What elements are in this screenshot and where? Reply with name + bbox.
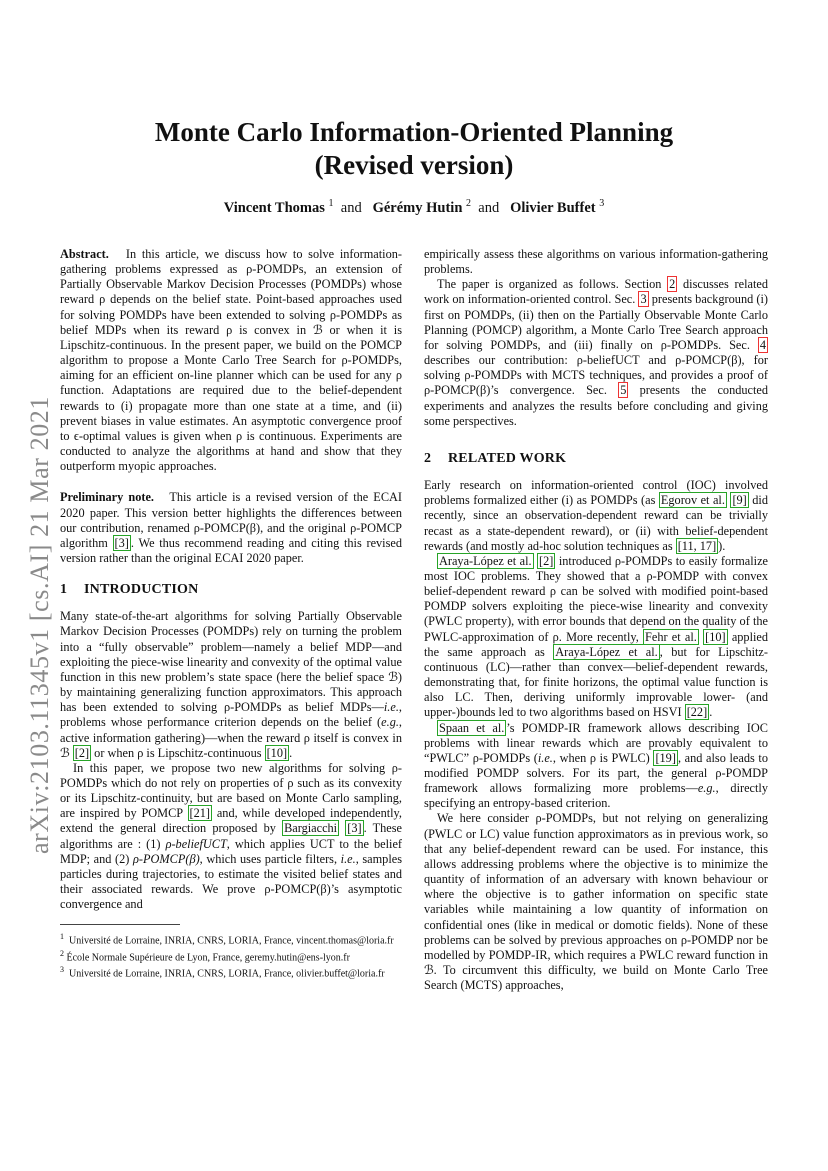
section-heading-related-work — [424, 451, 768, 466]
footnote-text: Université de Lorraine, INRIA, CNRS, LORIA, France, olivier.buffet@loria.fr — [69, 968, 385, 980]
author-link[interactable]: Fehr et al. — [645, 629, 697, 644]
section-link[interactable]: 2 — [669, 277, 676, 292]
footnote — [60, 948, 402, 965]
left-column — [60, 247, 402, 981]
citation-link[interactable]: [2] — [74, 745, 90, 760]
body-text: presents background (i) first on POMDPs, (ii) then on the Partially Observable Monte Carlo Planning (POMCP) algorithm, a Monte Carlo Tree Search approach for solving POMDPs, and (iii) finally on ρ-POMDPs. Sec. — [424, 292, 768, 352]
abstract — [60, 247, 402, 474]
body-text: or when ρ is Lipschitz-continuous — [91, 745, 265, 760]
footnote-mark: 1 — [60, 932, 64, 942]
abstract-text: In this article, we discuss how to solve information-gathering problems expressed as ρ-POMDPs, an extension of Partially Observable Markov Decision Processes (POMDPs) whose reward ρ depends on the belief state. Point-based approaches used for solving POMDPs have been extended to solving ρ-POMDPs as belief MDPs when its reward ρ is convex in ℬ or when it is Lipschitz-continuous. In the present paper, we build on the POMCP algorithm to propose a Monte Carlo Tree Search for ρ-POMDPs, aiming for an efficient on-line planner which can be used for any ρ function. Adaptations are required due to the belief-dependent rewards to (i) propagate more than one state at a time, and (ii) prevent biases in value estimates. An asymptotic convergence proof to ϵ-optimal values is given when ρ is continuous. Experiments are conducted to analyze the algorithms at hand and show that they outperform myopic approaches. — [60, 247, 402, 474]
section-link[interactable]: 4 — [759, 337, 766, 352]
body-text: , active information gathering)—when the reward ρ itself is convex in ℬ — [60, 715, 402, 760]
body-text: , samples particles during trajectories, to estimate the visited belief states and their associated rewards. We prove ρ-POMCP(β)’s asymptotic convergence and — [60, 851, 402, 912]
abstract-label: Abstract. — [60, 247, 109, 261]
related-paragraph-2 — [424, 554, 768, 721]
author-separator: and — [340, 199, 362, 216]
body-text: i.e. — [537, 750, 553, 765]
section-title: RELATED WORK — [448, 450, 567, 466]
section-link[interactable]: 3 — [640, 292, 647, 307]
paper-title — [0, 116, 828, 182]
preliminary-note — [60, 490, 402, 566]
body-text: The paper is organized as follows. Section — [437, 277, 668, 292]
author-name: Olivier Buffet — [510, 199, 596, 216]
body-text: i.e. — [383, 700, 399, 715]
body-text: , directly specifying an entropy-based criterion. — [424, 781, 768, 811]
body-text: describes our contribution: ρ-beliefUCT and ρ-POMCP(β), for solving ρ-POMDPs with MCTS techniques, and provides a proof of ρ-POMCP(β)’s convergence. Sec. — [424, 353, 768, 398]
body-text: presents the conducted experiments and analyzes the results before concluding and giving some perspectives. — [424, 383, 768, 428]
body-text: Many state-of-the-art algorithms for solving Partially Observable Markov Decision Processes (POMDPs) rely on turning the problem into a “fully observable” problem—namely a belief MDP—and exploiting the piece-wise linearity and convexity of the optimal value function in this new problem’s state space (here the belief space ℬ) by maintaining generalizing function approximators. This approach has been extended to solving ρ-POMDPs as belief MDPs— — [60, 609, 402, 715]
author-name: Gérémy Hutin — [372, 199, 463, 216]
body-text: applied the same approach as — [424, 629, 769, 659]
preliminary-text: This article is a revised version of the ECAI 2020 paper. This version better highlights the differences between our contribution, renamed ρ-POMCP(β), and the original ρ-POMCP algorithm — [60, 490, 402, 550]
body-text: e.g. — [697, 781, 716, 796]
footnote — [60, 964, 402, 981]
section-heading-introduction — [60, 582, 402, 597]
related-paragraph-4: We here consider ρ-POMDPs, but not relying on generalizing (PWLC or LC) value function approximators as in previous work, so that any belief-dependent reward can be used. For instance, this allows addressing problems where the objective is to minimize the quantity of information of an adversary with known behaviour or where the objective is to gather information on specific state variables while maintaining a low quantity of information on confidential ones (like in medical or domotic fields). None of these problems can be solved by previous approaches on ρ-POMDP nor be modelled by POMDP-IR, which requires a PWLC reward function in ℬ. To circumvent this difficulty, we build on Monte Carlo Tree Search (MCTS) approaches, — [424, 811, 768, 993]
related-paragraph-1 — [424, 478, 768, 554]
organization-paragraph — [424, 277, 768, 429]
author-separator: and — [478, 199, 500, 216]
body-text: , but for Lipschitz-continuous (LC)—rather than convex—belief-dependent rewards, demonstrating that, for finite horizons, the optimal value function is also LC. Then, deriving uniformly improvable lower- (and upper-)bounds led to two algorithms based on HSVI — [424, 644, 768, 720]
citation-link[interactable]: [3] — [114, 535, 129, 550]
citation-link[interactable]: [21] — [189, 806, 211, 821]
section-link[interactable]: 5 — [620, 383, 627, 398]
body-text: introduced ρ-POMDPs to easily formalize most IOC problems. They showed that a ρ-POMDP with convex belief-dependent reward ρ can be solved with modified point-based POMDP solvers exploiting the piece-wise linearity and convexity (PWLC property), with error bounds that depend on the quality of the PWLC-approximation of ρ. More recently, — [424, 553, 768, 644]
body-text: . — [709, 705, 713, 720]
intro-paragraph-2 — [60, 761, 402, 913]
body-text: , and also leads to modified POMDP solvers. For its part, the general ρ-POMDP framework allows formalizing more problems— — [424, 750, 768, 796]
right-column — [424, 247, 768, 993]
citation-link[interactable]: [10] — [266, 745, 288, 760]
body-text: discusses related work on information-oriented control. Sec. — [424, 277, 768, 307]
continued-paragraph: empirically assess these algorithms on various information-gathering problems. — [424, 247, 768, 277]
arxiv-identifier-text: arXiv:2103.11345v1 [cs.AI] 21 Mar 2021 — [25, 396, 54, 854]
body-text: In this paper, we propose two new algorithms for solving ρ-POMDPs which do not rely on properties of ρ such as its convexity or its Lipschitz-continuity, but are based on Monte Carlo sampling, are inspired by POMCP — [60, 760, 402, 821]
body-text: e.g. — [381, 715, 399, 730]
author-mark: 3 — [599, 198, 605, 209]
citation-link[interactable]: [22] — [686, 705, 708, 720]
footnote-rule — [60, 924, 180, 925]
body-text: , problems whose performance criterion depends on the belief ( — [60, 700, 402, 730]
body-text: did recently, since an observation-dependent reward can be trivially recast as a state-dependent reward), or (ii) with belief-dependent rewards (and mostly ad-hoc solution techniques as — [424, 493, 768, 553]
related-paragraph-3 — [424, 721, 768, 812]
citation-link[interactable]: [3] — [347, 821, 362, 836]
title-line-1: Monte Carlo Information-Oriented Planning — [154, 117, 674, 147]
author-link[interactable]: Araya-López et al. — [555, 644, 658, 659]
author-name: Vincent Thomas — [223, 199, 325, 216]
body-text: , which uses particle filters, — [199, 851, 341, 866]
body-text: ). — [718, 538, 726, 553]
citation-link[interactable]: [11, 17] — [677, 538, 717, 553]
author-list — [0, 198, 828, 217]
author-link[interactable]: Araya-López et al. — [439, 553, 532, 568]
author-link[interactable]: Egorov et al. — [660, 493, 725, 508]
author-mark: 2 — [466, 198, 472, 209]
footnote — [60, 931, 402, 948]
body-text: i.e. — [340, 851, 356, 866]
citation-link[interactable]: [2] — [539, 553, 554, 568]
body-text: , which applies UCT to the belief MDP; and (2) — [60, 836, 402, 866]
body-text: , when ρ is PWLC) — [552, 750, 654, 765]
footnote-text: École Normale Supérieure de Lyon, France, geremy.hutin@ens-lyon.fr — [66, 952, 350, 964]
body-text: . — [289, 745, 293, 760]
intro-paragraph-1 — [60, 609, 402, 761]
preliminary-text: . We thus recommend reading and citing this revised version rather than the original ECAI 2020 paper. — [60, 535, 402, 565]
algorithm-name: ρ-beliefUCT — [165, 836, 227, 851]
citation-link[interactable]: [9] — [732, 493, 747, 508]
title-line-2: (Revised version) — [314, 150, 514, 180]
section-number: 1 — [60, 582, 68, 598]
footnote-mark: 2 — [60, 948, 64, 958]
section-title: INTRODUCTION — [84, 582, 199, 598]
footnote-mark: 3 — [60, 965, 64, 975]
citation-link[interactable]: [19] — [655, 750, 676, 765]
algorithm-name: ρ-POMCP(β) — [133, 851, 200, 866]
author-link[interactable]: Spaan et al. — [439, 720, 505, 735]
body-text: and, while developed independently, extend the general direction proposed by — [60, 806, 402, 836]
body-text: Early research on information-oriented control (IOC) involved problems formalized either (i) as POMDPs (as — [424, 478, 768, 508]
body-text: ’s POMDP-IR framework allows describing IOC problems with linear rewards which are provably equivalent to “PWLC” ρ-POMDPs ( — [424, 720, 768, 765]
body-text: . These algorithms are : (1) — [60, 821, 403, 851]
footnote-text: Université de Lorraine, INRIA, CNRS, LORIA, France, vincent.thomas@loria.fr — [69, 935, 394, 947]
author-mark: 1 — [328, 198, 334, 209]
author-link[interactable]: Bargiacchi — [284, 821, 338, 836]
citation-link[interactable]: [10] — [705, 629, 726, 644]
section-number: 2 — [424, 450, 432, 466]
preliminary-label: Preliminary note. — [60, 490, 155, 505]
arxiv-identifier — [20, 365, 60, 885]
